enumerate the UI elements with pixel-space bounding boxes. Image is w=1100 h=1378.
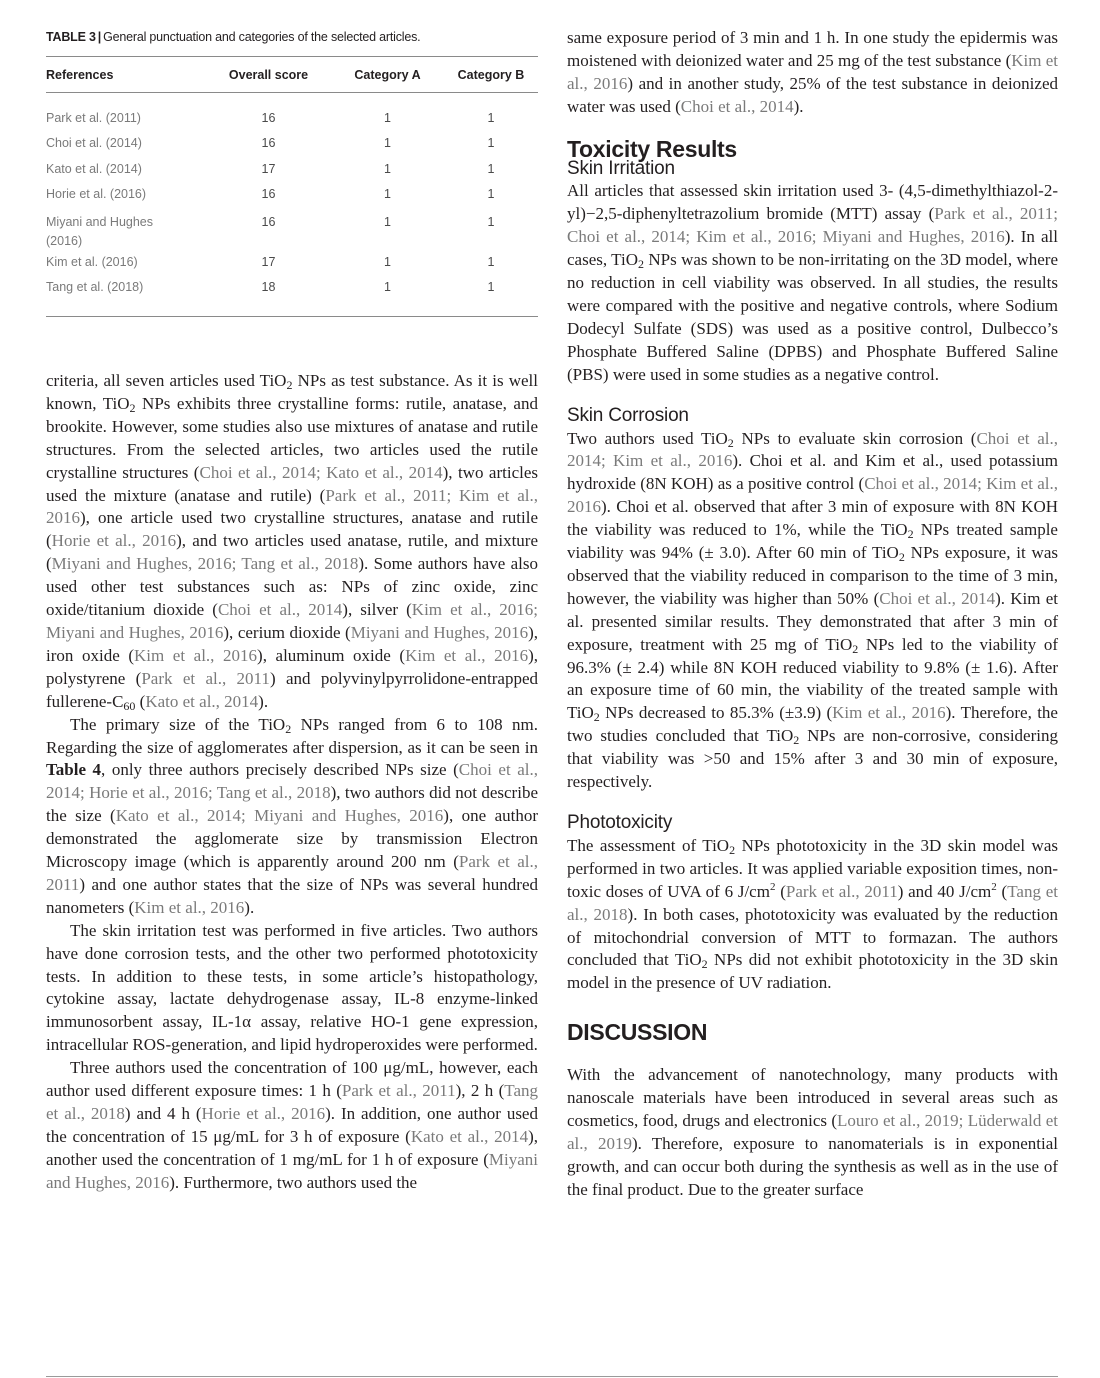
text-run: ( <box>135 691 146 711</box>
citation-link[interactable]: Choi et al., 2014 <box>879 588 996 608</box>
table-3 <box>46 56 538 317</box>
paragraph-tests-performed <box>46 920 538 1057</box>
table-label: TABLE 3 <box>46 30 96 44</box>
overall-score-cell: 16 <box>261 214 276 229</box>
overall-score-cell: 16 <box>261 187 276 202</box>
subscript: 2 <box>793 733 800 748</box>
text-run: All articles that assessed skin irritation used 3- (4,5-dimethylthiazol-2-yl)−2,5-diphenyltetrazolium bromide (MTT) assay ( <box>567 181 1058 224</box>
category-b-cell: 1 <box>487 136 495 151</box>
text-run: ), cerium dioxide ( <box>223 622 351 642</box>
subscript: 2 <box>129 400 136 415</box>
citation-link[interactable]: Park et al., 2011; Kim et al., 2016 <box>46 485 538 528</box>
text-run: NPs exhibits three crystalline forms: rutile, anatase, and brookite. However, some studies also use mixtures of anatase and rutile structures. From the selected articles, two articles used the rutile crystalline structures ( <box>46 393 538 482</box>
text-run: NPs exposure, it was observed that the viability reduced in comparison to the time of 3 min, however, the viability was higher than 50% ( <box>567 543 1058 608</box>
text-run: ), aluminum oxide ( <box>257 645 406 665</box>
text-run: ) and in another study, 25% of the test substance in deionized water was used ( <box>567 73 1059 116</box>
text-run: ( <box>775 881 786 901</box>
category-a-cell: 1 <box>384 254 391 269</box>
citation-link[interactable]: Kato et al., 2014 <box>410 1126 529 1146</box>
subscript: 2 <box>285 721 292 736</box>
table-row <box>46 187 538 212</box>
table-caption-text: General punctuation and categories of the selected articles. <box>103 30 421 44</box>
text-run: NPs was shown to be non-irritating on the 3D model, where no reduction in cell viability was observed. In all studies, the results were compared with the positive and negative controls, where Sodium Dodecyl Sulfate (SDS) was used as a positive control, Dulbecco’s Phosphate Buffered Saline (DPBS) and Phosphate Buffered Saline (PBS) were used in some studies as a negative control. <box>567 250 1058 384</box>
citation-link[interactable]: Park et al., 2011 <box>46 852 539 894</box>
left-column <box>46 370 538 1195</box>
text-run: NPs to evaluate skin corrosion ( <box>733 428 977 448</box>
reference-cell: Choi et al. (2014) <box>46 136 142 151</box>
citation-link[interactable]: Kato et al., 2014; Miyani and Hughes, 2016 <box>115 806 444 826</box>
header-category-a: Category A <box>354 67 421 82</box>
text-run: NPs are non-corrosive, considering that viability was >50 and 15% after 3 and 30 min of exposure, respectively. <box>567 726 1058 792</box>
overall-score-cell: 18 <box>261 279 276 294</box>
citation-link[interactable]: Park et al., 2011; Choi et al., 2014; Kim et al., 2016; Miyani and Hughes, 2016 <box>567 204 1058 247</box>
table-reference-link[interactable]: Table 4 <box>46 760 102 780</box>
text-run: ), 2 h ( <box>455 1081 505 1101</box>
subscript: 2 <box>286 378 293 392</box>
text-run: Three authors used the concentration of 100 μg/mL, however, each author used different exposure times: 1 h ( <box>46 1058 538 1101</box>
header-overall-score: Overall score <box>228 67 309 82</box>
citation-link[interactable]: Tang et al., 2018 <box>46 1081 538 1123</box>
text-run: ( <box>996 881 1008 901</box>
text-run: ) and 40 J/cm <box>897 881 992 901</box>
category-b-cell: 1 <box>487 214 495 229</box>
subscript: 2 <box>729 842 736 857</box>
citation-link[interactable]: Kim et al., 2016; Miyani and Hughes, 2016 <box>46 600 539 642</box>
text-run: , only three authors precisely described NPs size ( <box>101 760 459 780</box>
reference-cell: Kato et al. (2014) <box>46 161 142 176</box>
text-run: NPs treated sample viability was 94% (± 3.0). After 60 min of TiO <box>567 520 1058 563</box>
citation-link[interactable]: Kato et al., 2014 <box>145 691 259 711</box>
category-b-cell: 1 <box>487 279 495 294</box>
text-run: ). Choi et al. observed that after 3 min of exposure with 8N KOH the viability was reduced to 1%, while the TiO <box>567 497 1058 540</box>
overall-score-cell: 16 <box>261 111 276 125</box>
text-run: NPs decreased to 85.3% (±3.9) ( <box>599 703 833 723</box>
paragraph-discussion <box>567 1064 1058 1201</box>
citation-link[interactable]: Park et al., 2011 <box>785 881 898 901</box>
subscript: 2 <box>907 527 914 542</box>
citation-link[interactable]: Horie et al., 2016 <box>51 531 177 551</box>
table-row <box>46 213 538 255</box>
text-run: criteria, all seven articles used TiO <box>46 371 287 390</box>
table-header-row <box>46 57 538 93</box>
paragraph-phototoxicity <box>567 835 1058 995</box>
paragraph-primary-size <box>46 714 538 920</box>
table-row <box>46 136 538 161</box>
text-run: ) and polyvinylpyrrolidone-entrapped fullerene-C <box>46 668 538 711</box>
text-run: ). In both cases, phototoxicity was evaluated by the reduction of mitochondrial conversion of MTT to formazan. The authors concluded that TiO <box>567 904 1058 970</box>
table-caption <box>46 30 538 44</box>
text-run: ). <box>793 96 804 116</box>
reference-cell: Miyani and Hughes (2016) <box>46 214 154 248</box>
citation-link[interactable]: Kim et al., 2016 <box>567 50 1058 93</box>
heading-skin-irritation: Skin Irritation <box>567 157 675 179</box>
category-a-cell: 1 <box>384 279 391 294</box>
paragraph-skin-corrosion <box>567 428 1058 795</box>
table-row <box>46 93 538 137</box>
text-run: NPs ranged from 6 to 108 nm. Regarding the size of agglomerates after dispersion, as it can be seen in <box>46 714 538 757</box>
category-a-cell: 1 <box>384 161 391 176</box>
overall-score-cell: 16 <box>261 136 276 151</box>
subscript: 2 <box>852 641 859 656</box>
heading-toxicity-results: Toxicity Results <box>567 135 737 162</box>
citation-link[interactable]: Miyani and Hughes, 2016 <box>46 1149 538 1192</box>
superscript: 2 <box>769 880 776 893</box>
citation-link[interactable]: Choi et al., 2014 <box>217 600 343 620</box>
text-run: ), polystyrene ( <box>46 645 539 688</box>
paragraph-skin-irritation <box>567 180 1058 386</box>
citation-link[interactable]: Tang et al., 2018 <box>567 881 1058 924</box>
text-run: ), two articles used the mixture (anatase and rutile) ( <box>46 462 539 505</box>
overall-score-cell: 17 <box>261 254 276 269</box>
citation-link[interactable]: Miyani and Hughes, 2016; Tang et al., 2018 <box>51 554 359 574</box>
text-run: ), iron oxide ( <box>46 622 539 665</box>
citation-link[interactable]: Park et al., 2011 <box>341 1081 456 1101</box>
superscript: 2 <box>991 880 997 893</box>
table-row <box>46 162 538 187</box>
text-run: The primary size of the TiO <box>70 714 286 734</box>
subscript: 2 <box>898 550 905 565</box>
subscript: 2 <box>637 257 644 272</box>
heading-discussion: DISCUSSION <box>567 1019 708 1046</box>
header-references: References <box>46 67 114 82</box>
text-run: ). Choi et al. and Kim et al., used potassium hydroxide (8N KOH) as a positive control ( <box>567 451 1058 494</box>
text-run: same exposure period of 3 min and 1 h. In one study the epidermis was moistened with deionized water and 25 mg of the test substance ( <box>567 28 1058 70</box>
category-b-cell: 1 <box>487 254 495 269</box>
text-run: NPs led to the viability of 96.3% (± 2.4) while 8N KOH reduced viability to 9.8% (± 1.6). After an exposure time of 60 min, the viability of the treated sample with TiO <box>567 634 1058 723</box>
citation-link[interactable]: Louro et al., 2019; Lüderwald et al., 2019 <box>567 1110 1058 1153</box>
text-run: ). In all cases, TiO <box>567 227 1058 270</box>
text-run: ). In addition, one author used the concentration of 15 μg/mL for 3 h of exposure ( <box>46 1104 538 1146</box>
right-column <box>567 27 1058 1202</box>
reference-cell: Horie et al. (2016) <box>46 187 147 202</box>
citation-link[interactable]: Choi et al., 2014; Kato et al., 2014 <box>199 462 443 482</box>
category-b-cell: 1 <box>487 187 495 202</box>
reference-cell: Tang et al. (2018) <box>46 279 144 294</box>
category-b-cell: 1 <box>487 161 495 176</box>
text-run: ). Therefore, the two studies concluded that TiO <box>567 703 1058 746</box>
paragraph-exposure-period <box>567 27 1058 119</box>
text-run: With the advancement of nanotechnology, many products with nanoscale materials have been introduced in several areas such as cosmetics, food, drugs and electronics ( <box>567 1065 1058 1130</box>
text-run: ). Kim et al. presented similar results. They demonstrated that after 3 min of exposure, treatment with 25 mg of TiO <box>567 588 1058 654</box>
citation-link[interactable]: Park et al., 2011 <box>141 668 270 688</box>
citation-link[interactable]: Horie et al., 2016 <box>201 1104 326 1123</box>
citation-link[interactable]: Choi et al., 2014; Horie et al., 2016; Tang et al., 2018 <box>46 760 538 803</box>
citation-link[interactable]: Choi et al., 2014; Kim et al., 2016 <box>567 428 1058 471</box>
text-run: ). Some authors have also used other test substances such as: NPs of zinc oxide, zinc oxide/titanium dioxide ( <box>46 554 538 620</box>
text-run: NPs did not exhibit phototoxicity in the 3D skin model in the presence of UV radiation. <box>567 950 1058 993</box>
paragraph-concentrations <box>46 1057 538 1194</box>
subscript: 60 <box>123 698 136 713</box>
text-run: ). Furthermore, two authors used the <box>169 1172 418 1192</box>
caption-separator: | <box>97 30 102 44</box>
table-row <box>46 255 538 280</box>
text-run: ), one article used two crystalline structures, anatase and rutile ( <box>46 508 538 551</box>
citation-link[interactable]: Kim et al., 2016 <box>134 897 245 917</box>
heading-phototoxicity: Phototoxicity <box>567 812 673 833</box>
reference-cell: Kim et al. (2016) <box>46 254 138 269</box>
category-a-cell: 1 <box>384 111 391 125</box>
reference-cell: Park et al. (2011) <box>46 111 141 125</box>
citation-link[interactable]: Kim et al., 2016 <box>134 645 258 665</box>
subscript: 2 <box>701 957 708 972</box>
text-run: The assessment of TiO <box>567 835 730 855</box>
text-run: NPs phototoxicity in the 3D skin model was performed in two articles. It was applied variable exposition times, non-toxic doses of UVA of 6 J/cm <box>567 835 1058 901</box>
text-run: ), two authors did not describe the size ( <box>46 783 538 826</box>
table-row <box>46 280 538 317</box>
text-run: ). <box>244 897 255 917</box>
overall-score-cell: 17 <box>261 161 276 176</box>
category-a-cell: 1 <box>384 187 391 202</box>
text-run: ) and 4 h ( <box>124 1104 202 1123</box>
header-category-b: Category B <box>457 67 525 82</box>
citation-link[interactable]: Kim et al., 2016 <box>832 703 946 723</box>
category-a-cell: 1 <box>384 214 391 229</box>
text-run: ) and one author states that the size of NPs was several hundred nanometers ( <box>46 874 538 917</box>
category-a-cell: 1 <box>384 136 391 151</box>
subscript: 2 <box>727 435 734 450</box>
citation-link[interactable]: Choi et al., 2014 <box>680 96 794 116</box>
paragraph-crystalline-forms <box>46 370 538 714</box>
citation-link[interactable]: Kim et al., 2016 <box>405 645 529 665</box>
text-run: ). Therefore, exposure to nanomaterials is in exponential growth, and can occur both during the synthesis as well as in the use of the final product. Due to the greater surface <box>567 1133 1058 1199</box>
text-run: ), silver ( <box>342 600 412 620</box>
category-b-cell: 1 <box>487 111 495 125</box>
heading-skin-corrosion: Skin Corrosion <box>567 404 689 426</box>
text-run: The skin irritation test was performed in five articles. Two authors have done corrosion tests, and the other two performed phototoxicity tests. In addition to these tests, in some article’s histopathology, cytokine assay, lactate dehydrogenase assay, IL-8 enzyme-linked immunosorbent assay, IL-1α assay, relative HO-1 gene expression, intracellular ROS-generation, and lipid hydroperoxides were performed. <box>46 920 538 1055</box>
citation-link[interactable]: Miyani and Hughes, 2016 <box>350 622 529 642</box>
text-run: ), another used the concentration of 1 mg/mL for 1 h of exposure ( <box>46 1126 538 1169</box>
text-run: Two authors used TiO <box>567 428 728 448</box>
text-run: ), and two articles used anatase, rutile, and mixture ( <box>46 531 538 574</box>
citation-link[interactable]: Choi et al., 2014; Kim et al., 2016 <box>567 474 1058 517</box>
subscript: 2 <box>593 710 600 725</box>
text-run: NPs as test substance. As it is well known, TiO <box>46 371 538 413</box>
footer-divider <box>46 1376 1058 1377</box>
text-run: ), one author demonstrated the agglomerate size by transmission Electron Microscopy image (which is apparently around 200 nm ( <box>46 806 539 872</box>
text-run: ). <box>258 691 269 711</box>
